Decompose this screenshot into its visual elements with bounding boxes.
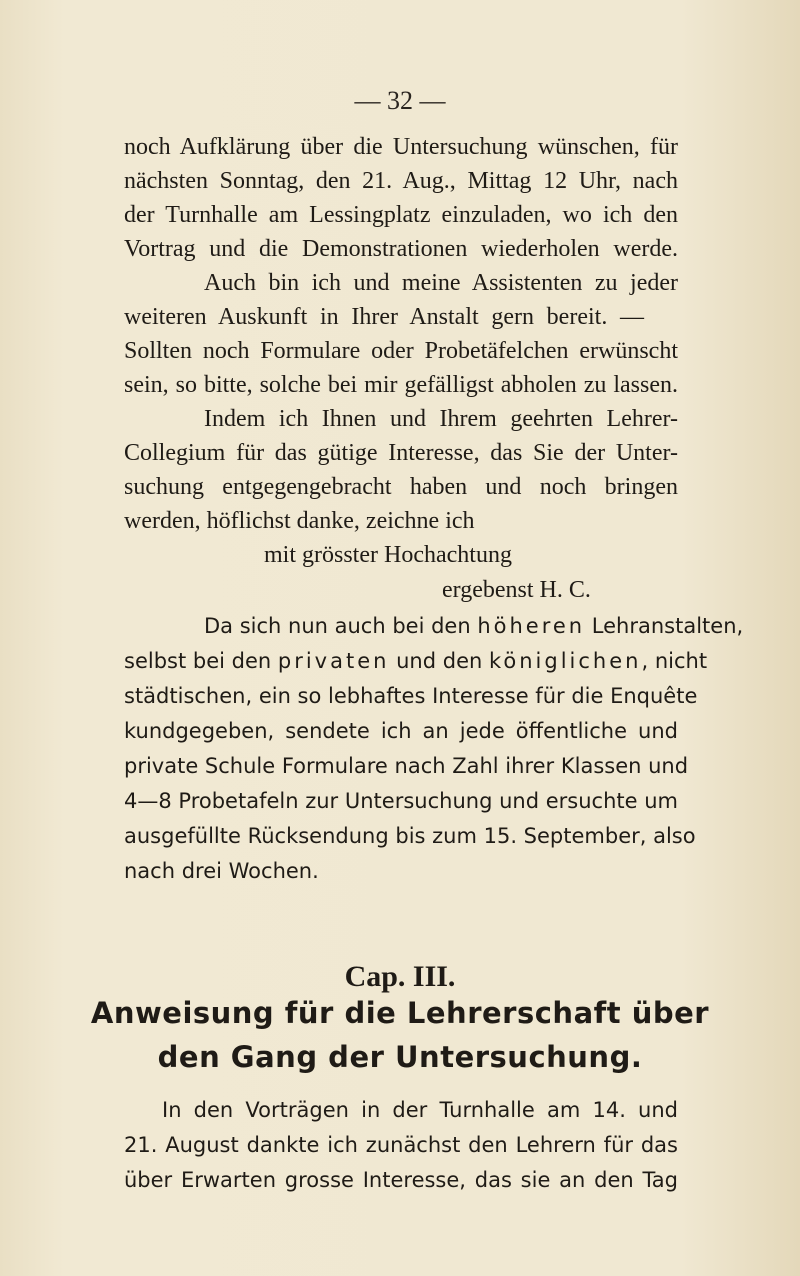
text-line: werden, höflichst danke, zeichne ich	[124, 508, 475, 534]
text-line: kundgegeben, sendete ich an jede öffentliche und	[124, 719, 678, 743]
chapter-title-line1: Anweisung für die Lehrerschaft über	[90, 996, 710, 1030]
text-line: private Schule Formulare nach Zahl ihrer Klassen und	[124, 754, 689, 778]
text-line: Indem ich Ihnen und Ihrem geehrten Lehrer-	[204, 406, 678, 432]
text-line: Auch bin ich und meine Assistenten zu jeder	[204, 270, 678, 296]
text-line: nach drei Wochen.	[124, 859, 319, 883]
text-line: nächsten Sonntag, den 21. Aug., Mittag 12 Uhr, nach	[124, 168, 678, 194]
text-line: sein, so bitte, solche bei mir gefälligst abholen zu lassen.	[124, 372, 678, 398]
text-line: über Erwarten grosse Interesse, das sie an den Tag	[124, 1168, 678, 1192]
text-line: der Turnhalle am Lessingplatz einzuladen, wo ich den	[124, 202, 678, 228]
text-line: ausgefüllte Rücksendung bis zum 15. September, also	[124, 824, 696, 848]
chapter-label: Cap. III.	[344, 960, 456, 993]
text-line: noch Aufklärung über die Untersuchung wünschen, für	[124, 134, 678, 160]
text-line: 4—8 Probetafeln zur Untersuchung und ersuchte um	[124, 789, 678, 813]
text-line: weiteren Auskunft in Ihrer Anstalt gern bereit. —	[124, 304, 644, 330]
text-line: Sollten noch Formulare oder Probetäfelchen erwünscht	[124, 338, 678, 364]
page-number: — 32 —	[354, 86, 446, 115]
text-line: suchung entgegengebracht haben und noch bringen	[124, 474, 678, 500]
chapter-title-line2: den Gang der Untersuchung.	[157, 1040, 643, 1074]
signature-line: ergebenst H. C.	[442, 577, 591, 603]
closing-line: mit grösster Hochachtung	[264, 542, 512, 568]
text-line: selbst bei den privaten und den königlichen, nicht	[124, 649, 708, 673]
text-line: städtischen, ein so lebhaftes Interesse für die Enquête	[124, 684, 698, 708]
text-line: 21. August dankte ich zunächst den Lehrern für das	[124, 1133, 678, 1157]
text-line: In den Vorträgen in der Turnhalle am 14. und	[162, 1098, 678, 1122]
text-line: Da sich nun auch bei den höheren Lehranstalten,	[204, 614, 744, 638]
text-line: Collegium für das gütige Interesse, das Sie der Unter-	[124, 440, 678, 466]
text-line: Vortrag und die Demonstrationen wiederholen werde.	[124, 236, 678, 262]
